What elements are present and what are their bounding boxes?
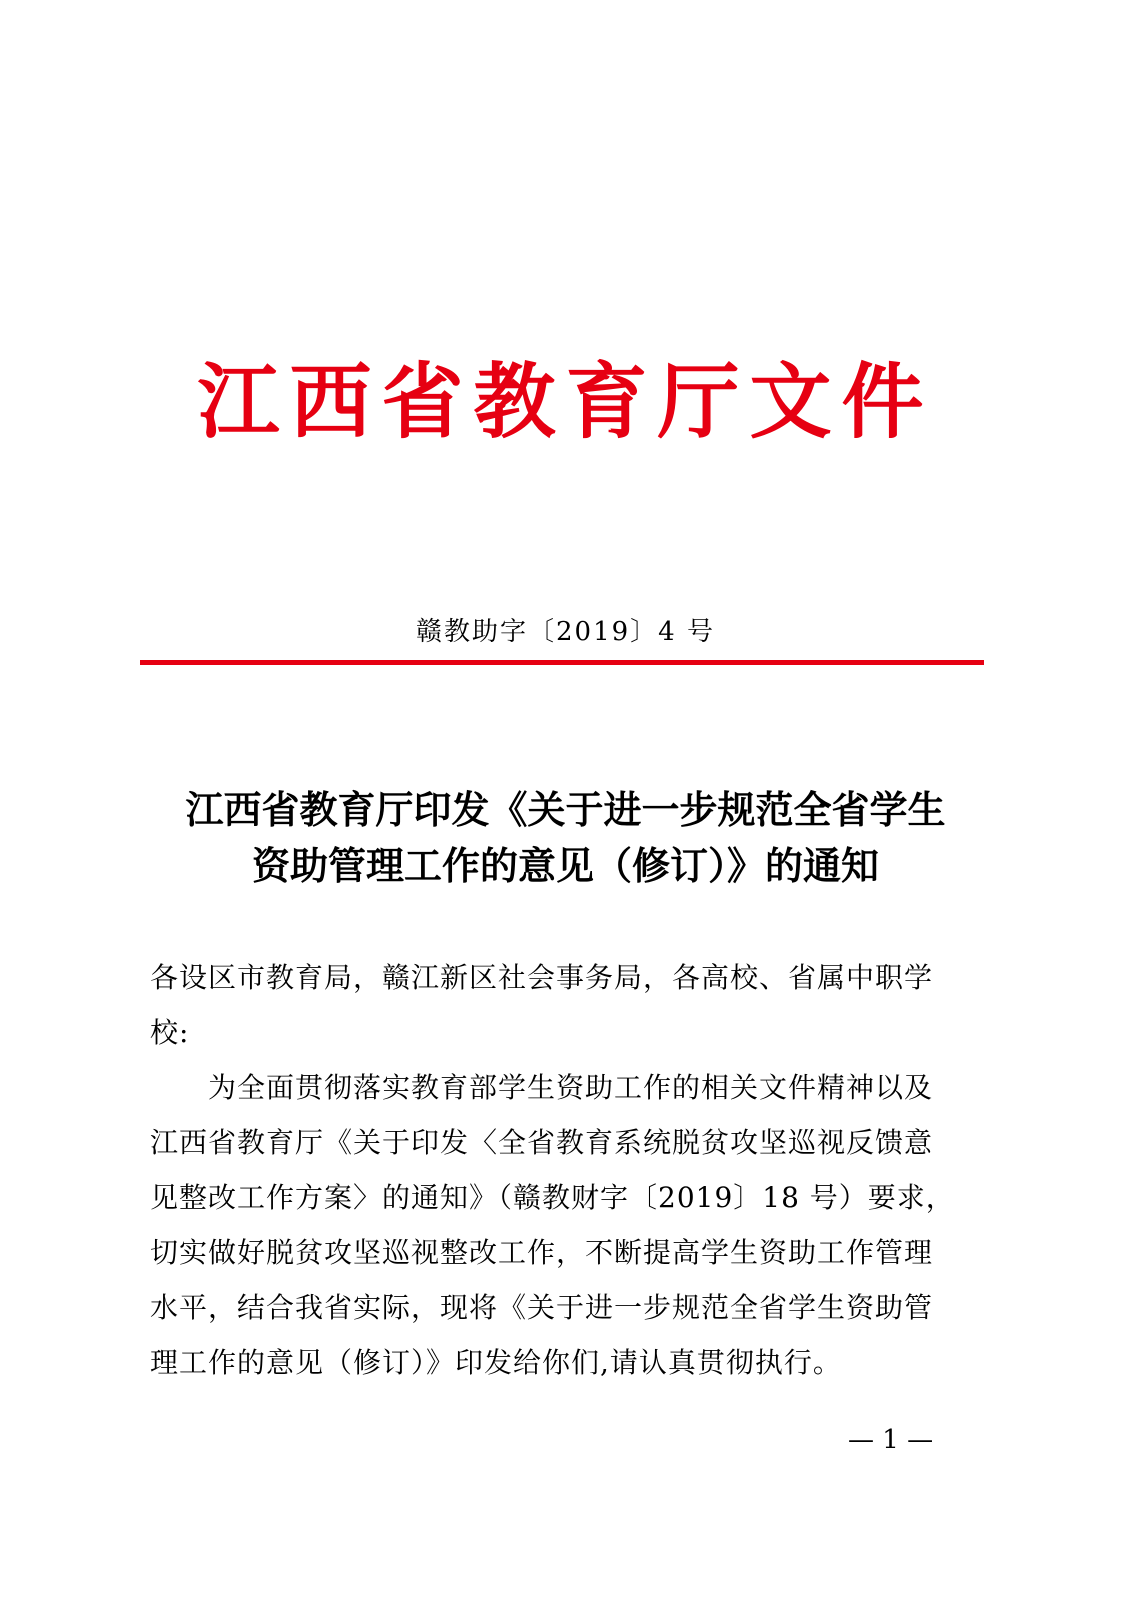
body-line: 见整改工作方案〉的通知》（赣教财字〔2019〕18 号）要求， xyxy=(150,1181,955,1214)
body-line: 理工作的意见（修订）》印发给你们,请认真贯彻执行。 xyxy=(150,1346,842,1379)
title-line: 江西省教育厅印发《关于进一步规范全省学生 xyxy=(185,787,946,832)
body-line: 为全面贯彻落实教育部学生资助工作的相关文件精神以及 xyxy=(150,1071,934,1104)
document-body xyxy=(150,950,980,1390)
body-line: 各设区市教育局，赣江新区社会事务局，各高校、省属中职学 xyxy=(150,961,934,994)
body-line: 江西省教育厅《关于印发〈全省教育系统脱贫攻坚巡视反馈意 xyxy=(150,1126,934,1159)
title-line: 资助管理工作的意见（修订）》的通知 xyxy=(251,843,879,888)
page-number: — 1 — xyxy=(848,1425,934,1455)
body-line: 切实做好脱贫攻坚巡视整改工作，不断提高学生资助工作管理 xyxy=(150,1236,934,1269)
document-title xyxy=(100,782,1031,894)
body-line: 校: xyxy=(150,1016,190,1049)
body-line: 水平，结合我省实际，现将《关于进一步规范全省学生资助管 xyxy=(150,1291,934,1324)
red-divider-line xyxy=(140,660,984,665)
document-number: 赣教助字〔2019〕4 号 xyxy=(416,617,715,647)
document-masthead: 江西省教育厅文件 xyxy=(197,354,934,450)
